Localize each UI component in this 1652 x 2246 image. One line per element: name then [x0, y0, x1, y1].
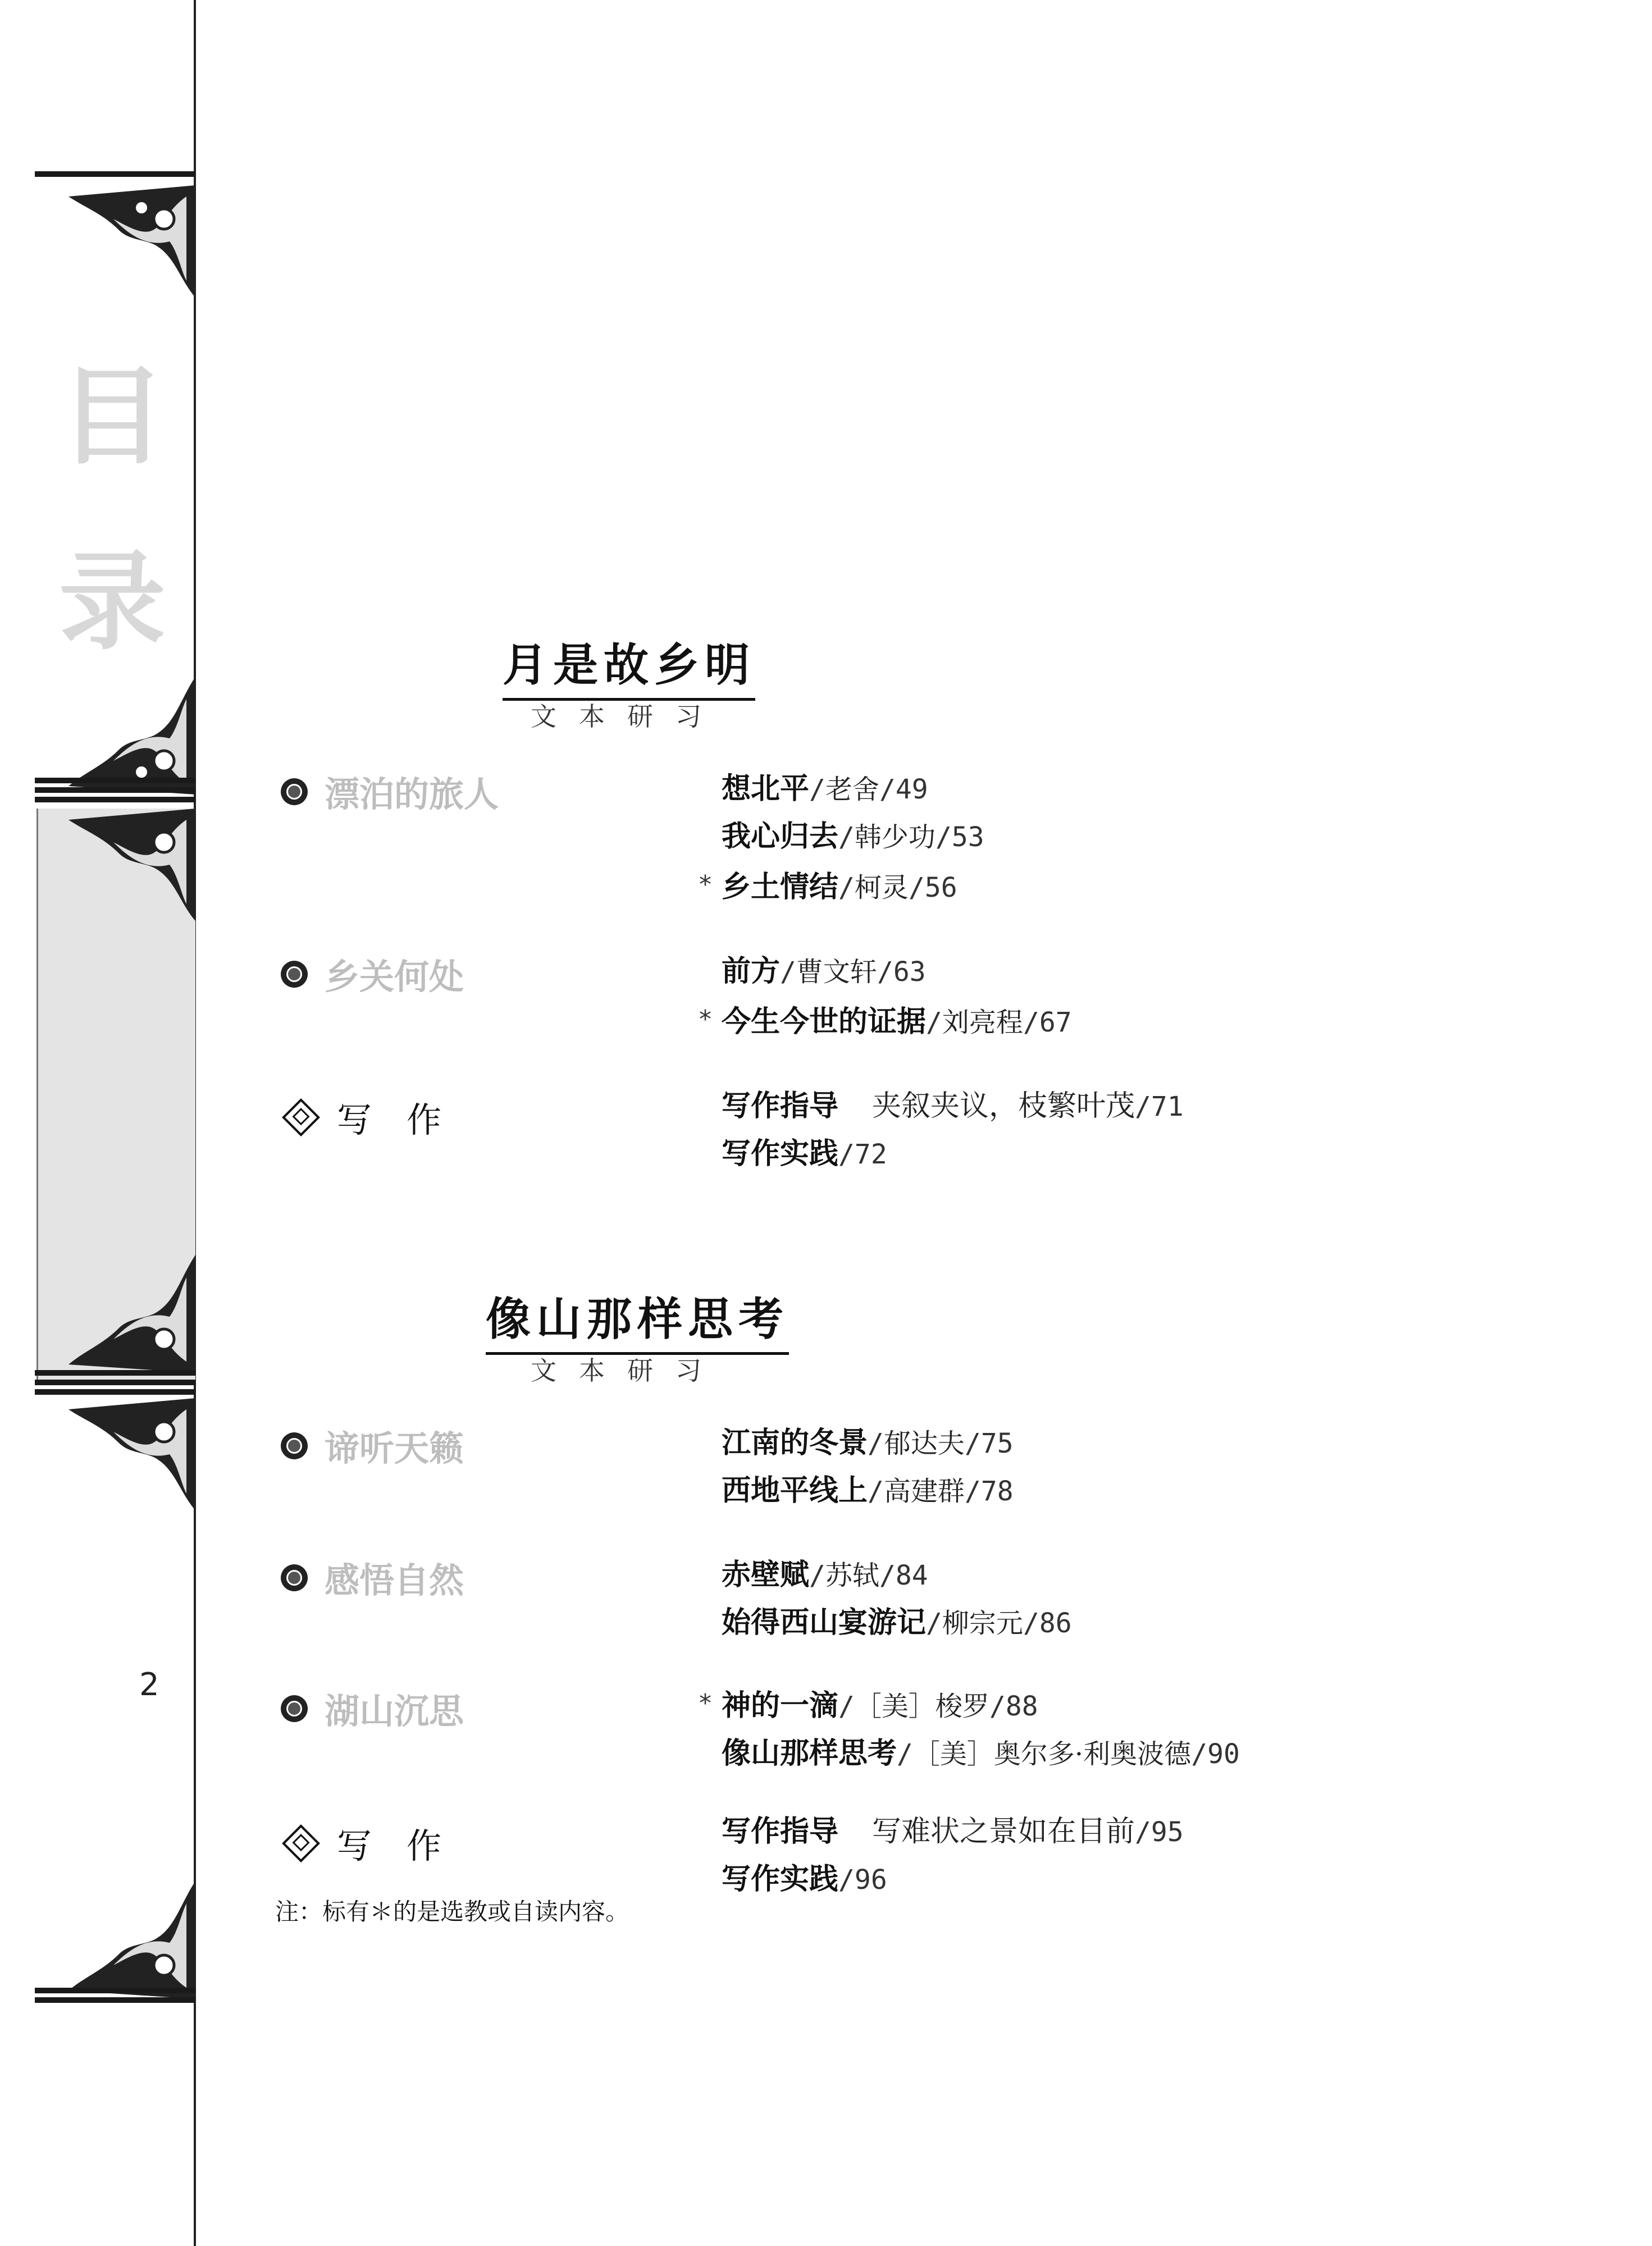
entry-separator: / — [838, 1691, 855, 1722]
section-label-text: 湖山沉思 — [325, 1691, 464, 1732]
toc-entry[interactable] — [722, 870, 957, 905]
optional-star-mark: * — [699, 1005, 711, 1034]
entry-page: /71 — [1135, 1091, 1184, 1122]
entry-title: 西地平线上 — [722, 1474, 868, 1508]
entry-separator: / — [809, 1560, 825, 1591]
entry-separator: / — [926, 1608, 942, 1639]
toc-entry[interactable] — [722, 1862, 887, 1897]
toc-entry[interactable] — [722, 1005, 1072, 1039]
toc-char-lu: 录 — [58, 539, 166, 664]
entry-title: 写作实践 — [722, 1137, 839, 1171]
entry-topic: 写难状之景如在目前 — [872, 1815, 1135, 1848]
entry-title: 写作指导 — [722, 1089, 839, 1123]
entry-page: /90 — [1191, 1738, 1240, 1770]
entry-page: /86 — [1023, 1608, 1072, 1639]
entry-separator: / — [897, 1738, 913, 1770]
entry-page: /67 — [1023, 1007, 1072, 1038]
toc-entry[interactable] — [722, 1426, 1014, 1460]
section-label-text: 写 作 — [337, 1099, 442, 1140]
entry-page: /78 — [964, 1476, 1014, 1507]
entry-topic: 夹叙夹议，枝繁叶茂 — [872, 1089, 1135, 1123]
section-label — [281, 1421, 464, 1471]
entry-title: 始得西山宴游记 — [722, 1606, 927, 1640]
unit-title: 像山那样思考 — [486, 1283, 789, 1355]
margin-rule-band-bottom — [35, 1370, 195, 1399]
toc-entry[interactable] — [722, 1089, 1184, 1124]
entry-title: 神的一滴 — [722, 1689, 839, 1723]
entry-title: 写作实践 — [722, 1862, 839, 1896]
section-label — [281, 766, 499, 816]
toc-entry[interactable] — [722, 820, 984, 854]
section-label — [281, 1553, 464, 1603]
entry-author: 苏轼 — [825, 1560, 879, 1591]
entry-page: /53 — [935, 821, 984, 853]
entry-title: 今生今世的证据 — [722, 1005, 927, 1039]
corner-ornament-icon — [35, 1244, 195, 1373]
entry-page: /75 — [964, 1428, 1014, 1459]
diamond-icon — [282, 1824, 320, 1862]
corner-ornament-icon — [35, 1870, 195, 1999]
diamond-icon — [282, 1098, 320, 1136]
optional-star-mark: * — [699, 870, 711, 899]
section-label-writing — [281, 1092, 441, 1142]
entry-author: 高建群 — [883, 1476, 965, 1507]
footnote: 注：标有＊的是选教或自读内容。 — [275, 1898, 629, 1925]
entry-title: 写作指导 — [722, 1815, 839, 1848]
margin-rule-band-top — [35, 778, 195, 806]
entry-author: 老舍 — [825, 774, 879, 805]
entry-author: 柯灵 — [854, 872, 909, 903]
entry-title: 想北平 — [722, 772, 810, 806]
entry-separator: / — [809, 774, 825, 805]
unit-title: 月是故乡明 — [503, 629, 755, 701]
bullet-icon — [281, 778, 308, 805]
entry-separator: / — [868, 1428, 884, 1459]
entry-page: /84 — [879, 1560, 928, 1591]
entry-author: 刘亮程 — [942, 1007, 1023, 1038]
bullet-icon — [281, 1564, 308, 1591]
toc-entry[interactable] — [722, 1737, 1240, 1771]
entry-page: /95 — [1135, 1816, 1184, 1848]
entry-title: 像山那样思考 — [722, 1737, 897, 1770]
entry-author: 柳宗元 — [942, 1608, 1023, 1639]
entry-page: /88 — [989, 1691, 1038, 1722]
entry-author: 郁达夫 — [883, 1428, 965, 1459]
toc-entry[interactable] — [722, 1474, 1014, 1508]
corner-ornament-icon — [35, 1398, 195, 1527]
entry-author: ［美］奥尔多·利奥波德 — [912, 1738, 1192, 1770]
toc-char-mu: 目 — [58, 354, 166, 479]
corner-ornament-icon — [35, 809, 195, 938]
entry-title: 我心归去 — [722, 820, 839, 853]
section-label — [281, 1683, 464, 1733]
entry-separator: / — [780, 956, 796, 988]
bullet-icon — [281, 1695, 308, 1722]
unit-subtitle: 文本研习 — [531, 701, 724, 732]
entry-separator: / — [926, 1007, 942, 1038]
section-label-text: 乡关何处 — [325, 956, 464, 997]
toc-entry[interactable] — [722, 1558, 928, 1592]
optional-star-mark: * — [699, 1689, 711, 1718]
corner-ornament-icon — [35, 665, 195, 795]
entry-separator: / — [868, 1476, 884, 1507]
corner-ornament-icon — [35, 185, 195, 314]
entry-separator: / — [838, 821, 855, 853]
entry-title: 前方 — [722, 955, 781, 988]
toc-entry[interactable] — [722, 1815, 1184, 1849]
section-label-text: 感悟自然 — [325, 1560, 464, 1601]
toc-entry[interactable] — [722, 1606, 1072, 1640]
entry-page: /63 — [877, 956, 926, 988]
section-label-text: 谛听天籁 — [325, 1428, 464, 1469]
section-label — [281, 949, 464, 999]
unit-subtitle: 文本研习 — [531, 1355, 724, 1386]
entry-author: 韩少功 — [854, 821, 935, 853]
toc-entry[interactable] — [722, 1689, 1038, 1723]
entry-page: /96 — [838, 1864, 887, 1896]
toc-entry[interactable] — [722, 955, 926, 989]
section-label-writing — [281, 1818, 441, 1868]
bullet-icon — [281, 961, 308, 988]
section-label-text: 写 作 — [337, 1825, 442, 1866]
entry-author: 曹文轩 — [796, 956, 877, 988]
entry-author: ［美］梭罗 — [854, 1691, 989, 1722]
entry-page: /56 — [908, 872, 957, 903]
toc-entry[interactable] — [722, 772, 928, 806]
margin-rule-top — [35, 171, 195, 181]
page-number: 2 — [139, 1667, 159, 1703]
entry-page: /49 — [879, 774, 928, 805]
entry-page: /72 — [838, 1139, 887, 1170]
entry-title: 乡土情结 — [722, 870, 839, 904]
entry-title: 江南的冬景 — [722, 1426, 868, 1460]
section-label-text: 漂泊的旅人 — [325, 774, 499, 815]
margin-rule-bottom — [35, 1988, 195, 2007]
entry-title: 赤壁赋 — [722, 1558, 810, 1592]
entry-separator: / — [838, 872, 855, 903]
bullet-icon — [281, 1432, 308, 1459]
toc-entry[interactable] — [722, 1137, 887, 1171]
